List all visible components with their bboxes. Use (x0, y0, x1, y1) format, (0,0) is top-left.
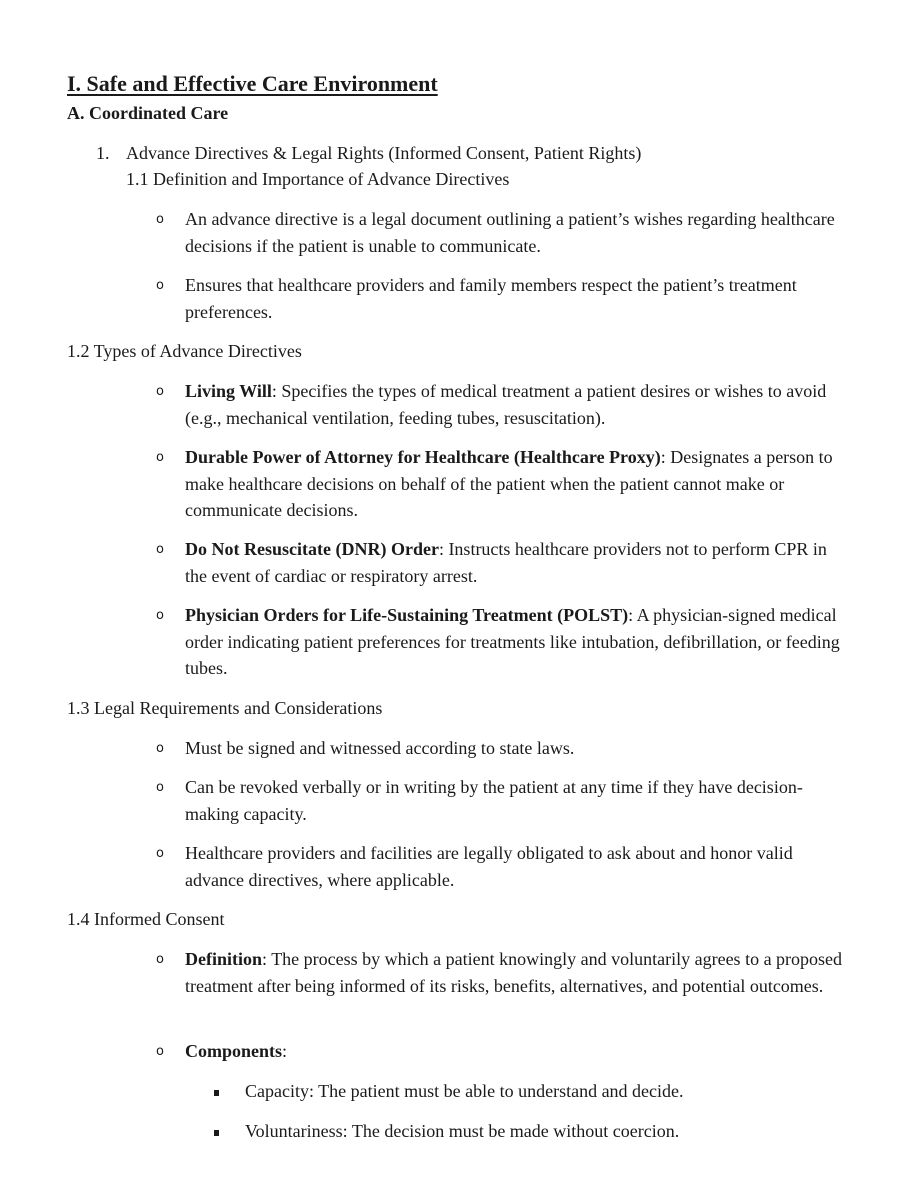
sub-bullet-text: Voluntariness: The decision must be made without coercion. (245, 1121, 680, 1141)
subsection-heading-1-1: 1.1 Definition and Importance of Advance Directives (126, 169, 510, 189)
bullet-item (156, 536, 846, 589)
bullet-text: : Specifies the types of medical treatment a patient desires or wishes to avoid (e.g., mechanical ventilation, feeding tubes, resuscitation). (185, 381, 827, 428)
bullet-text: : The process by which a patient knowingly and voluntarily agrees to a proposed treatment after being informed of its risks, benefits, alternatives, and potential outcomes. (185, 949, 843, 996)
bullet-term: Living Will (185, 381, 272, 401)
bullet-content (185, 378, 846, 431)
bullet-content (185, 444, 846, 524)
bullet-marker: o (156, 952, 164, 967)
bullet-text: : (282, 1041, 288, 1061)
subsection-heading-1-4: 1.4 Informed Consent (67, 909, 225, 929)
bullet-item (156, 840, 846, 893)
list-number: 1. (96, 143, 110, 163)
bullet-marker: o (156, 542, 164, 557)
bullet-marker: o (156, 1044, 164, 1059)
bullet-item (156, 272, 846, 325)
square-bullet-icon (214, 1130, 219, 1136)
bullet-item (156, 206, 846, 259)
bullet-text: Ensures that healthcare providers and family members respect the patient’s treatment preferences. (185, 275, 797, 322)
bullet-term: Durable Power of Attorney for Healthcare (Healthcare Proxy) (185, 447, 661, 467)
bullet-text: Healthcare providers and facilities are legally obligated to ask about and honor valid advance directives, where applicable. (185, 843, 793, 890)
bullet-item (156, 378, 846, 431)
bullet-marker: o (156, 212, 164, 227)
bullet-marker: o (156, 846, 164, 861)
bullet-term: Definition (185, 949, 263, 969)
numbered-list-item (96, 140, 641, 167)
bullet-content (185, 536, 846, 589)
bullet-text: : Instructs healthcare providers not to perform CPR in the event of cardiac or respiratory arrest. (185, 539, 827, 586)
bullet-marker: o (156, 384, 164, 399)
bullet-marker: o (156, 450, 164, 465)
sub-bullet-text: Capacity: The patient must be able to understand and decide. (245, 1081, 684, 1101)
subsection-heading-1-3: 1.3 Legal Requirements and Considerations (67, 698, 383, 718)
bullet-content (185, 946, 846, 999)
bullet-item (156, 1038, 846, 1065)
section-title: I. Safe and Effective Care Environment (67, 71, 438, 96)
bullet-item (156, 602, 846, 682)
bullet-item (156, 774, 846, 827)
bullet-text: Must be signed and witnessed according to state laws. (185, 738, 575, 758)
bullet-marker: o (156, 780, 164, 795)
bullet-marker: o (156, 608, 164, 623)
bullet-item (156, 735, 846, 762)
bullet-marker: o (156, 741, 164, 756)
bullet-text: : Designates a person to make healthcare decisions on behalf of the patient when the patient cannot make or communicate decisions. (185, 447, 833, 520)
bullet-marker: o (156, 278, 164, 293)
sub-bullet-item (214, 1118, 814, 1145)
bullet-term: Do Not Resuscitate (DNR) Order (185, 539, 439, 559)
subsection-title: A. Coordinated Care (67, 103, 229, 123)
square-bullet-icon (214, 1090, 219, 1096)
subsection-heading-1-2: 1.2 Types of Advance Directives (67, 341, 302, 361)
bullet-text: An advance directive is a legal document outlining a patient’s wishes regarding healthcare decisions if the patient is unable to communicate. (185, 209, 835, 256)
sub-bullet-item (214, 1078, 814, 1105)
bullet-content (185, 1038, 846, 1065)
bullet-term: Physician Orders for Life-Sustaining Treatment (POLST) (185, 605, 629, 625)
bullet-item (156, 946, 846, 999)
bullet-item (156, 444, 846, 524)
list-item-text: Advance Directives & Legal Rights (Informed Consent, Patient Rights) (126, 143, 642, 163)
bullet-content (185, 602, 846, 682)
bullet-text: Can be revoked verbally or in writing by the patient at any time if they have decision-making capacity. (185, 777, 803, 824)
bullet-term: Components (185, 1041, 283, 1061)
bullet-text: : A physician-signed medical order indicating patient preferences for treatments like intubation, defibrillation, or feeding tubes. (185, 605, 840, 678)
